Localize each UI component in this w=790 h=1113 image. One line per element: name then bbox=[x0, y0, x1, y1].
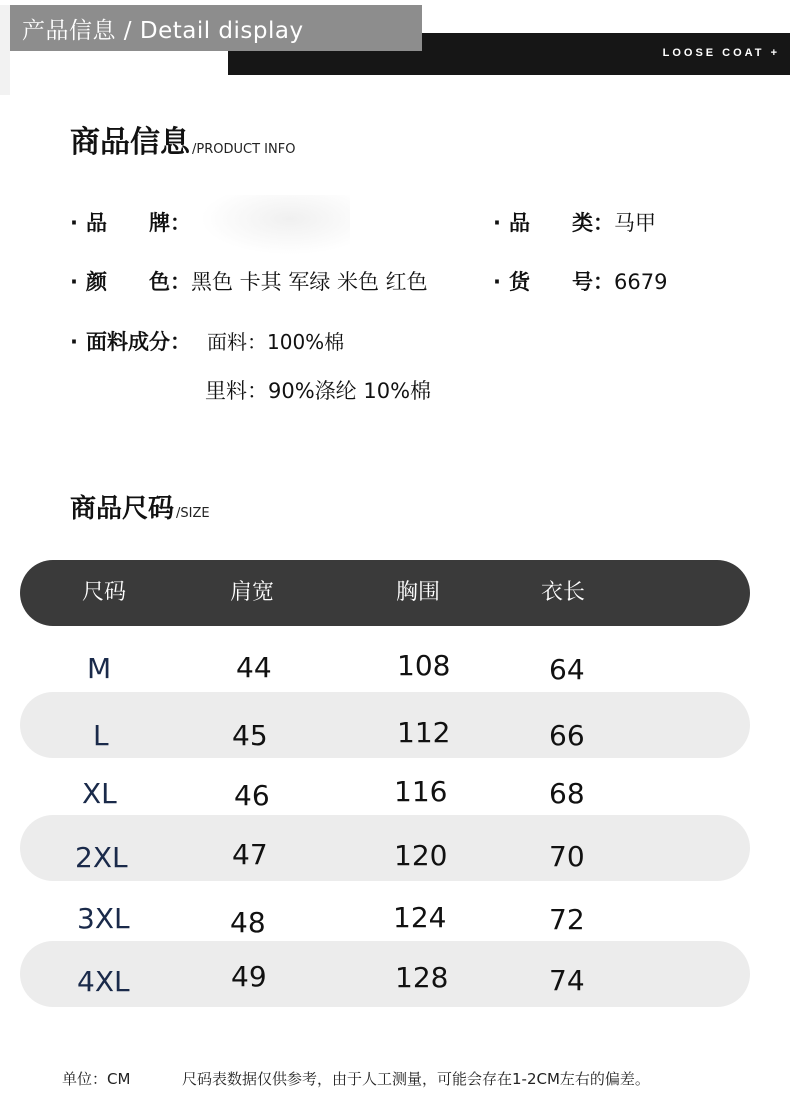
blurred-brand-logo bbox=[200, 195, 350, 255]
product-info-title bbox=[70, 125, 296, 160]
length-cell: 68 bbox=[549, 777, 585, 810]
size-cell: 3XL bbox=[77, 902, 130, 935]
banner-gray-strip bbox=[10, 5, 422, 51]
shoulder-cell: 48 bbox=[230, 906, 266, 939]
brand-label: 品 牌： bbox=[85, 211, 191, 235]
length-cell: 72 bbox=[549, 903, 585, 936]
size-subheading: /SIZE bbox=[176, 506, 210, 521]
size-table-header bbox=[20, 560, 750, 626]
color-label: 颜 色： bbox=[85, 270, 191, 294]
fabric-label: 面料成分： bbox=[85, 330, 191, 354]
product-info-subheading: /PRODUCT INFO bbox=[192, 142, 296, 157]
category-value: 马甲 bbox=[613, 211, 656, 235]
fabric-lining: 里料：90%涤纶 10%棉 bbox=[205, 379, 432, 403]
shoulder-cell: 44 bbox=[236, 651, 272, 684]
table-row-stripe bbox=[20, 815, 750, 881]
shoulder-cell: 46 bbox=[234, 779, 270, 812]
table-row-stripe bbox=[20, 692, 750, 758]
color-value: 黑色 卡其 军绿 米色 红色 bbox=[190, 270, 428, 294]
color-row: · 颜 色：黑色 卡其 军绿 米色 红色 bbox=[70, 270, 428, 294]
shoulder-cell: 47 bbox=[232, 838, 268, 871]
header-length: 衣长 bbox=[541, 580, 586, 605]
banner-left-text: 产品信息 / Detail display bbox=[22, 17, 304, 44]
category-label: 品 类： bbox=[508, 211, 614, 235]
footer-note: 尺码表数据仅供参考，由于人工测量，可能会存在1-2CM左右的偏差。 bbox=[182, 1070, 650, 1088]
fabric-row: · 面料成分： bbox=[70, 330, 191, 354]
banner-edge bbox=[0, 5, 10, 95]
chest-cell: 116 bbox=[394, 775, 448, 808]
category-row: · 品 类：马甲 bbox=[493, 211, 656, 235]
size-cell: M bbox=[87, 652, 112, 685]
brand-row: · 品 牌： bbox=[70, 211, 191, 235]
header-shoulder: 肩宽 bbox=[230, 580, 275, 605]
size-cell: XL bbox=[82, 777, 117, 810]
chest-cell: 120 bbox=[394, 839, 448, 872]
footer-unit: 单位：CM bbox=[62, 1070, 131, 1088]
product-info-heading: 商品信息 bbox=[70, 125, 190, 160]
size-heading: 商品尺码 bbox=[70, 494, 175, 524]
chest-cell: 124 bbox=[393, 901, 447, 934]
sku-row: · 货 号：6679 bbox=[493, 270, 668, 294]
size-cell: 2XL bbox=[75, 841, 128, 874]
chest-cell: 108 bbox=[397, 649, 451, 682]
chest-cell: 128 bbox=[395, 961, 449, 994]
length-cell: 74 bbox=[549, 964, 585, 997]
size-title bbox=[70, 496, 210, 522]
length-cell: 66 bbox=[549, 719, 585, 752]
header-size: 尺码 bbox=[82, 580, 127, 605]
size-cell: 4XL bbox=[77, 965, 130, 998]
shoulder-cell: 49 bbox=[231, 960, 267, 993]
length-cell: 64 bbox=[549, 653, 585, 686]
size-cell: L bbox=[93, 719, 109, 752]
fabric-outer: 面料：100%棉 bbox=[207, 330, 345, 354]
sku-value: 6679 bbox=[613, 270, 668, 294]
chest-cell: 112 bbox=[397, 716, 451, 749]
sku-label: 货 号： bbox=[508, 270, 614, 294]
length-cell: 70 bbox=[549, 840, 585, 873]
banner-right-text: LOOSE COAT + bbox=[662, 47, 780, 59]
shoulder-cell: 45 bbox=[232, 719, 268, 752]
header-chest: 胸围 bbox=[396, 580, 441, 605]
